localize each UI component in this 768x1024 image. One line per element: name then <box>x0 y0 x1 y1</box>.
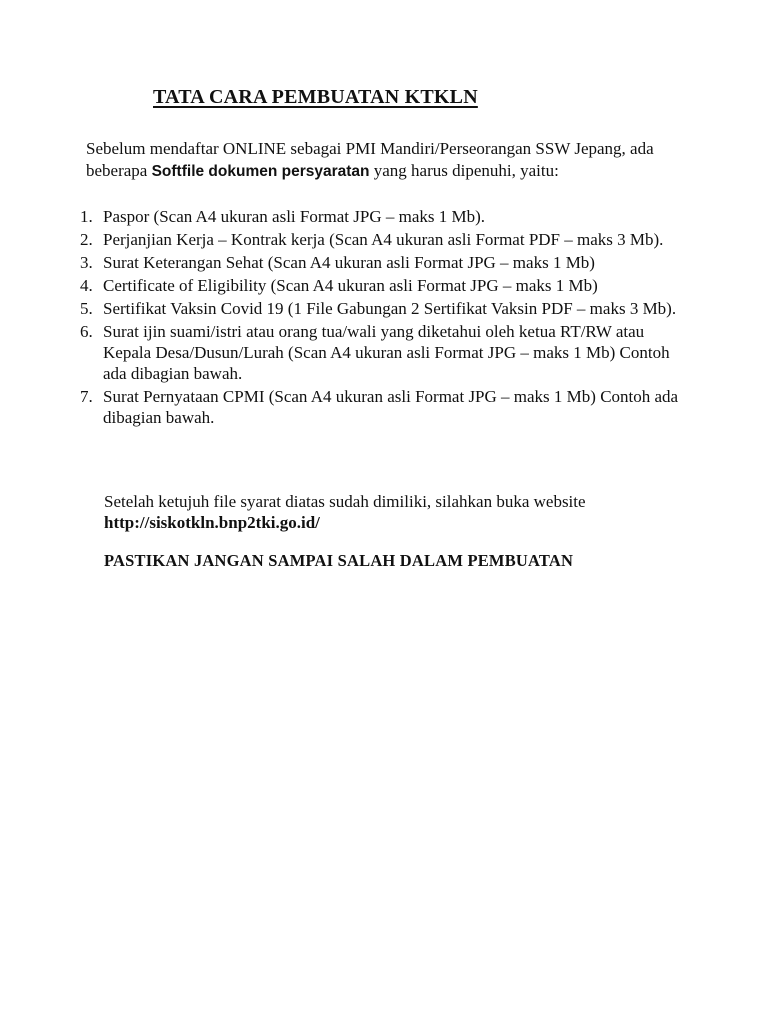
requirement-number: 5. <box>80 299 93 318</box>
requirement-number: 7. <box>80 387 93 406</box>
requirement-item-5 <box>80 298 680 319</box>
warning-text: PASTIKAN JANGAN SAMPAI SALAH DALAM PEMBUATAN <box>104 551 574 570</box>
requirement-item-6 <box>80 321 680 384</box>
intro-text-after: yang harus dipenuhi, yaitu: <box>369 161 559 180</box>
requirement-item-1 <box>80 206 680 227</box>
requirement-number: 1. <box>80 207 93 226</box>
followup-text: Setelah ketujuh file syarat diatas sudah dimiliki, silahkan buka website <box>104 492 586 511</box>
requirement-item-7 <box>80 386 680 428</box>
requirements-list <box>80 206 680 430</box>
requirement-text: Paspor (Scan A4 ukuran asli Format JPG – maks 1 Mb). <box>103 207 486 226</box>
requirement-number: 2. <box>80 230 93 249</box>
intro-bold-text: Softfile dokumen persyaratan <box>151 163 370 180</box>
requirement-text: Surat Pernyataan CPMI (Scan A4 ukuran asli Format JPG – maks 1 Mb) Contoh ada dibagian bawah. <box>103 387 679 427</box>
requirement-number: 6. <box>80 322 93 341</box>
requirement-item-2 <box>80 229 680 250</box>
requirement-text: Surat Keterangan Sehat (Scan A4 ukuran asli Format JPG – maks 1 Mb) <box>103 253 595 272</box>
requirement-text: Perjanjian Kerja – Kontrak kerja (Scan A4 ukuran asli Format PDF – maks 3 Mb). <box>103 230 664 249</box>
intro-paragraph <box>86 138 686 183</box>
requirement-number: 3. <box>80 253 93 272</box>
requirement-text: Surat ijin suami/istri atau orang tua/wali yang diketahui oleh ketua RT/RW atau Kepala Desa/Dusun/Lurah (Scan A4 ukuran asli Format JPG – maks 1 Mb) Contoh ada dibagian bawah. <box>103 322 670 383</box>
requirement-number: 4. <box>80 276 93 295</box>
requirement-text: Sertifikat Vaksin Covid 19 (1 File Gabungan 2 Sertifikat Vaksin PDF – maks 3 Mb). <box>103 299 677 318</box>
website-link[interactable]: http://siskotkln.bnp2tki.go.id/ <box>104 513 320 532</box>
intro-text-before: Sebelum mendaftar ONLINE sebagai PMI Mandiri/Perseorangan SSW Jepang, ada beberapa <box>86 139 654 180</box>
requirement-item-3 <box>80 252 680 273</box>
requirement-text: Certificate of Eligibility (Scan A4 ukuran asli Format JPG – maks 1 Mb) <box>103 276 598 295</box>
document-title: TATA CARA PEMBUATAN KTKLN <box>153 86 478 108</box>
requirement-item-4 <box>80 275 680 296</box>
followup-paragraph <box>104 491 684 533</box>
